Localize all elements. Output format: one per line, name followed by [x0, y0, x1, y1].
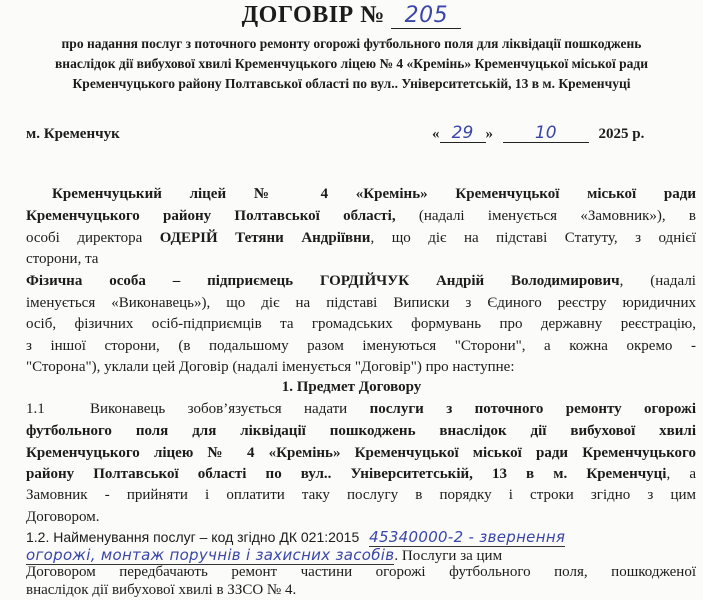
clause-1-1-line: Замовник - прийняти і оплатити таку послугу в порядку і строки згідно з цим [26, 487, 696, 503]
contract-number-handwritten: 205 [391, 4, 461, 29]
service-code-handwritten: 45340000-2 - звернення [369, 528, 566, 546]
clause-1-1-line: Виконавець зобов’язується надати послуги з поточного ремонту огорожі [90, 401, 696, 417]
date-year: 2025 р. [598, 126, 645, 142]
clause-1-1-line: футбольного поля для ліквідації пошкоджень внаслідок дії вибухової хвилі [26, 423, 696, 439]
clause-1-2-line: Договором передбачають ремонт частини огорожі футбольного поля, пошкодженої [26, 564, 696, 580]
date-month-handwritten: 10 [503, 124, 589, 143]
contract-date [432, 124, 644, 143]
subtitle-line: внаслідок дії вибухової хвилі Кременчуцького ліцею № 4 «Кремінь» Кременчуцької міської ради [55, 56, 648, 71]
intro-line: "Сторона"), уклали цей Договір (надалі іменується "Договір") про наступне: [26, 359, 515, 375]
intro-line: осіб, фізичних осіб-підприємців та громадських формувань про державну реєстрацію, [26, 316, 696, 332]
clause-1-2-line: огорожі, монтаж поручнів і захисних засобів. Послуги за цим [26, 546, 503, 564]
city-label: м. Кременчук [26, 126, 120, 142]
date-close-quote: » [485, 126, 493, 142]
clause-1-2-line: 1.2. Найменування послуг – код згідно ДК 021:2015 45340000-2 - звернення [26, 528, 566, 546]
intro-line: Фізична особа – підприємець ГОРДІЙЧУК Андрій Володимирович, (надалі [26, 273, 696, 289]
intro-line: сторони, та [26, 251, 99, 267]
intro-line: іменується «Виконавець»), що діє на підставі Виписки з Єдиного реєстру юридичних [26, 295, 696, 311]
subtitle-line: Кременчуцького району Полтавської області по вул.. Університетській, 13 в м. Кременчуці [72, 76, 631, 91]
section-1-heading: 1. Предмет Договору [281, 379, 422, 395]
clause-number: 1.1 [26, 401, 45, 417]
director-name: ОДЕРІЙ Тетяни Андріївни [159, 230, 371, 246]
contractor-name: ГОРДІЙЧУК Андрій Володимирович [319, 273, 620, 289]
clause-1-1-line: Кременчуцького ліцею № 4 «Кремінь» Кременчуцької міської ради Кременчуцького [26, 445, 696, 461]
clause-1-1-line: Договором. [26, 509, 100, 525]
contract-title [0, 2, 703, 29]
clause-1-2-line: внаслідок дії вибухової хвилі в ЗЗСО № 4. [26, 582, 297, 598]
intro-line: особі директора ОДЕРІЙ Тетяни Андріївни, що діє на підставі Статуту, з однієї [26, 230, 696, 246]
intro-line: Кременчуцького району Полтавської області, (надалі іменується «Замовник»), в [26, 208, 696, 224]
date-day-handwritten: 29 [440, 124, 486, 143]
subtitle-line: про надання послуг з поточного ремонту огорожі футбольного поля для ліквідації пошкоджень [61, 36, 642, 51]
intro-line: з іншої сторони, (в подальшому разом іменуються "Сторони", а кожна окремо - [26, 338, 696, 354]
intro-line: Кременчуцький ліцей № 4 «Кремінь» Кременчуцької міської ради [52, 186, 696, 202]
service-name-handwritten: огорожі, монтаж поручнів і захисних засобів [26, 546, 395, 564]
title-prefix: ДОГОВІР № [241, 2, 385, 28]
date-open-quote: « [432, 126, 440, 142]
clause-1-1-line: району Полтавської області по вул.. Університетській, 13 в м. Кременчуці, а [26, 466, 696, 482]
